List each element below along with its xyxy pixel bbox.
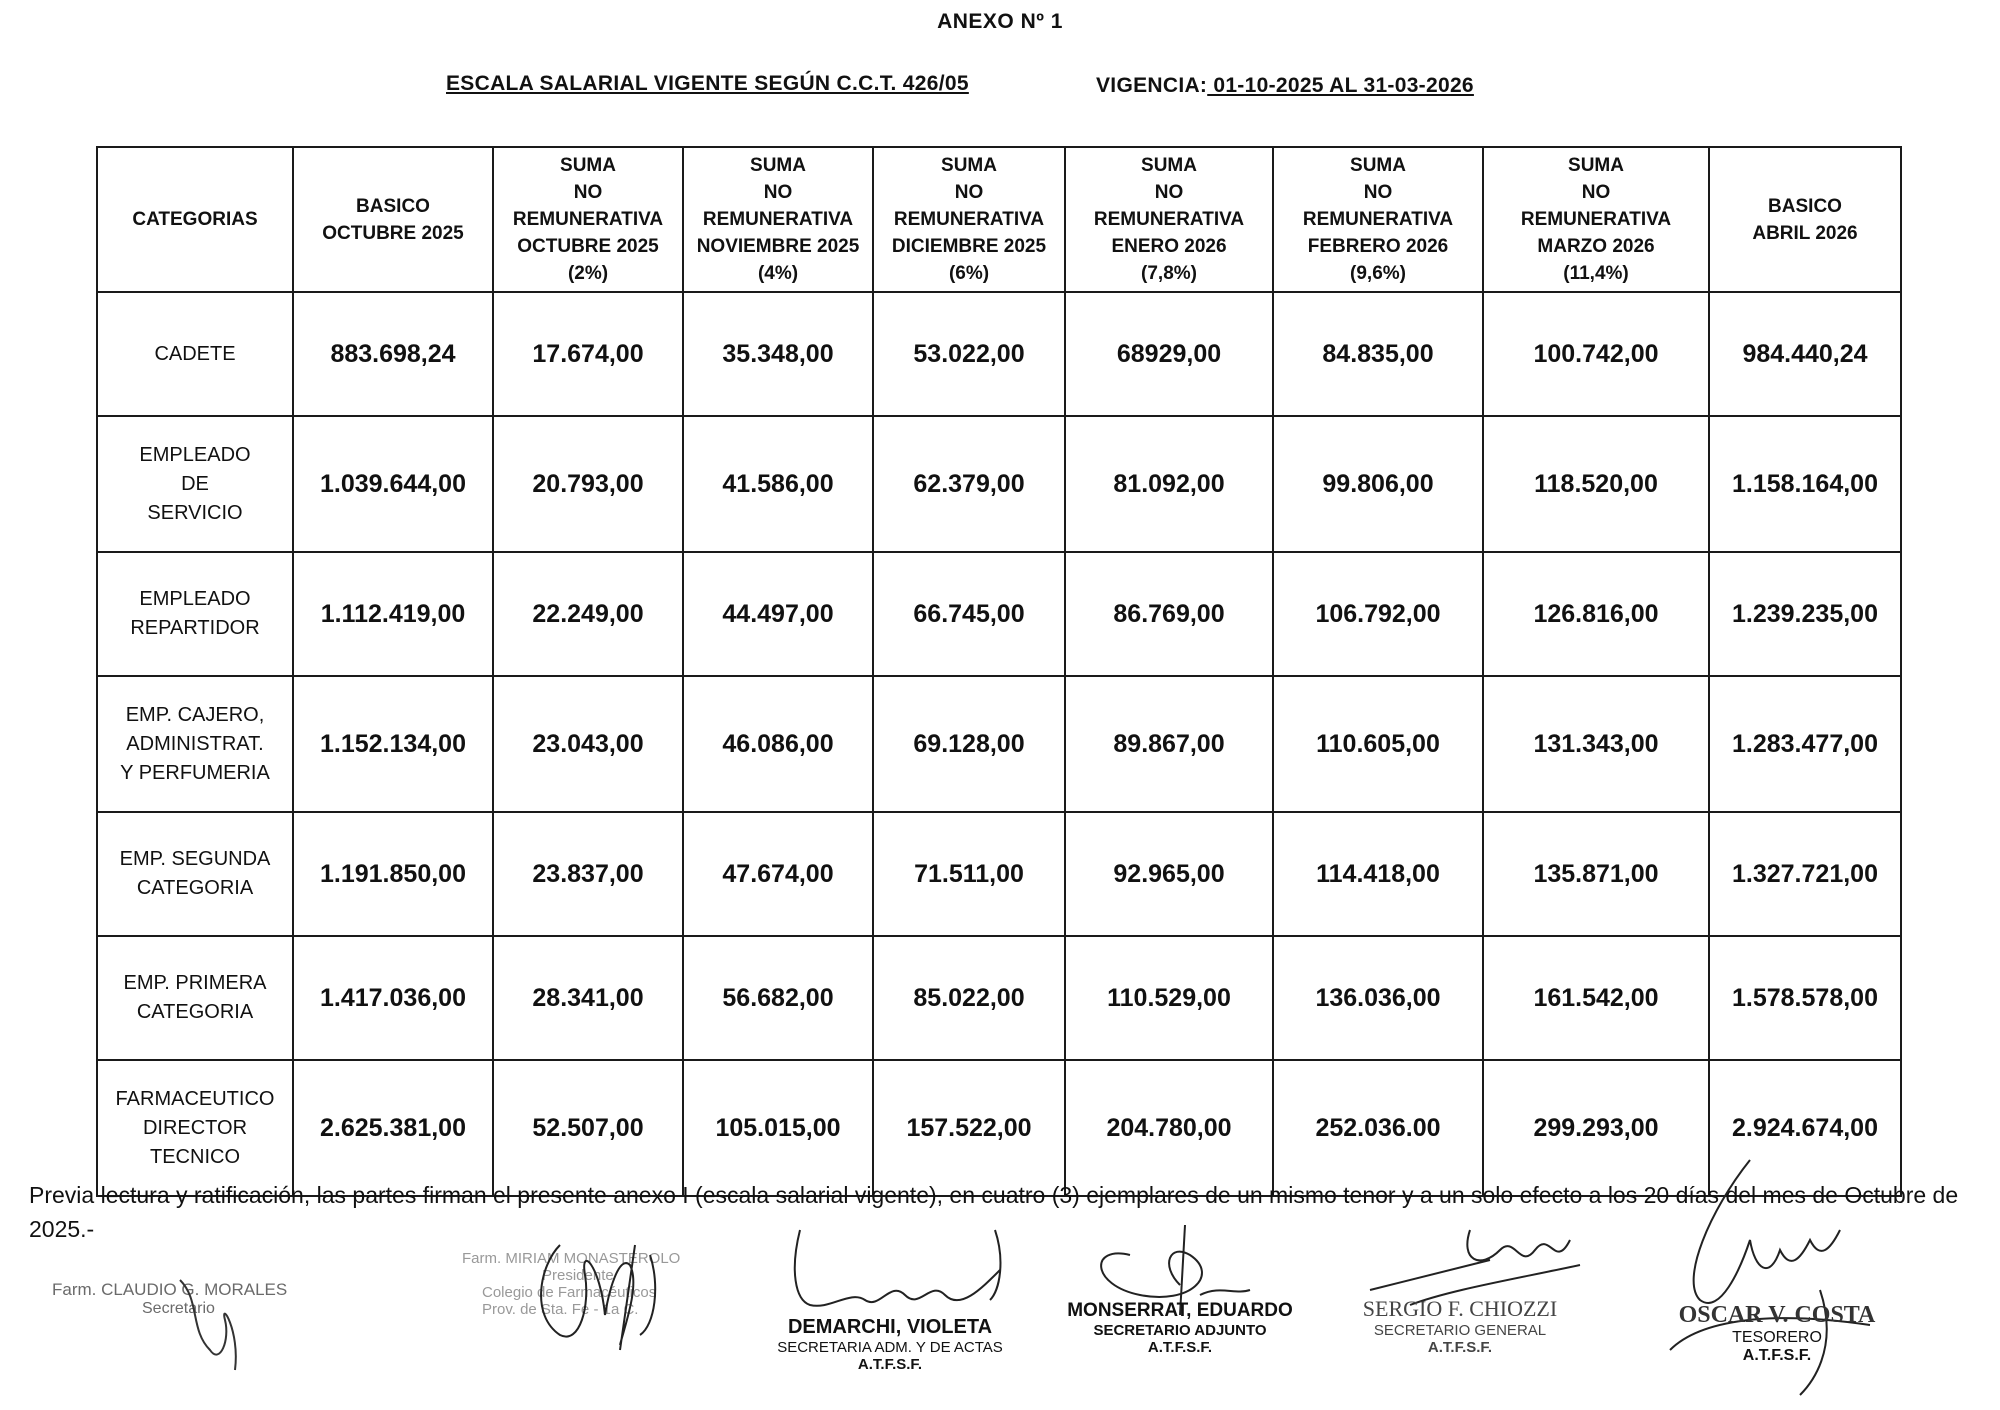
column-header — [683, 147, 873, 292]
category-cell — [97, 416, 293, 552]
column-header — [97, 147, 293, 292]
amount-cell: 131.343,00 — [1483, 676, 1709, 812]
category-cell — [97, 676, 293, 812]
table-row — [97, 1060, 1901, 1196]
category-cell — [97, 292, 293, 416]
validity-dates: 01-10-2025 AL 31-03-2026 — [1207, 74, 1474, 97]
column-header-line: SUMA — [1141, 155, 1197, 176]
category-cell — [97, 936, 293, 1060]
amount-cell: 86.769,00 — [1065, 552, 1273, 676]
amount-cell: 1.327.721,00 — [1709, 812, 1901, 936]
amount-cell: 2.625.381,00 — [293, 1060, 493, 1196]
amount-cell: 1.283.477,00 — [1709, 676, 1901, 812]
amount-cell: 28.341,00 — [493, 936, 683, 1060]
signer-role: SECRETARIO GENERAL — [1373, 1322, 1547, 1339]
signer-name: MONSERRAT, EDUARDO — [1067, 1300, 1293, 1321]
signer-name: Farm. MIRIAM MONASTEROLO — [462, 1250, 681, 1267]
amount-cell: 53.022,00 — [873, 292, 1065, 416]
signature-scrawl-morales — [170, 1270, 250, 1380]
amount-cell: 299.293,00 — [1483, 1060, 1709, 1196]
signer-role: SECRETARIO ADJUNTO — [1093, 1322, 1267, 1339]
column-header-line: (4%) — [757, 263, 799, 284]
amount-cell: 1.417.036,00 — [293, 936, 493, 1060]
amount-cell: 126.816,00 — [1483, 552, 1709, 676]
amount-cell: 883.698,24 — [293, 292, 493, 416]
amount-cell: 44.497,00 — [683, 552, 873, 676]
amount-cell: 84.835,00 — [1273, 292, 1483, 416]
column-header-line: REMUNERATIVA — [1093, 209, 1245, 230]
amount-cell: 23.837,00 — [493, 812, 683, 936]
amount-cell: 1.039.644,00 — [293, 416, 493, 552]
amount-cell: 252.036.00 — [1273, 1060, 1483, 1196]
category-line: EMPLEADO — [139, 588, 251, 610]
amount-cell: 92.965,00 — [1065, 812, 1273, 936]
amount-cell: 984.440,24 — [1709, 292, 1901, 416]
amount-cell: 157.522,00 — [873, 1060, 1065, 1196]
column-header-line: SUMA — [560, 155, 616, 176]
category-line: EMP. PRIMERA — [123, 972, 267, 994]
signature-scrawl-monasterolo — [520, 1225, 670, 1355]
category-line: ADMINISTRAT. — [126, 732, 264, 755]
amount-cell: 22.249,00 — [493, 552, 683, 676]
signature-monserrat — [1060, 1300, 1300, 1356]
table-row — [97, 552, 1901, 676]
amount-cell: 136.036,00 — [1273, 936, 1483, 1060]
amount-cell: 41.586,00 — [683, 416, 873, 552]
signer-name: DEMARCHI, VIOLETA — [787, 1316, 993, 1338]
column-header-line: ENERO 2026 — [1111, 236, 1227, 257]
amount-cell: 46.086,00 — [683, 676, 873, 812]
signer-org: A.T.F.S.F. — [857, 1356, 923, 1373]
amount-cell: 1.158.164,00 — [1709, 416, 1901, 552]
column-header-line: SUMA — [1568, 155, 1624, 176]
amount-cell: 1.191.850,00 — [293, 812, 493, 936]
amount-cell: 47.674,00 — [683, 812, 873, 936]
column-header-line: CATEGORIAS — [132, 209, 258, 230]
column-header-line: OCTUBRE 2025 — [322, 222, 464, 244]
amount-cell: 52.507,00 — [493, 1060, 683, 1196]
signer-org: A.T.F.S.F. — [1742, 1347, 1812, 1364]
category-cell — [97, 1060, 293, 1196]
signer-name: OSCAR V. COSTA — [1678, 1302, 1876, 1328]
category-line: CATEGORIA — [136, 1001, 254, 1023]
column-header-line: NO — [1363, 182, 1393, 203]
amount-cell: 1.152.134,00 — [293, 676, 493, 812]
amount-cell: 99.806,00 — [1273, 416, 1483, 552]
column-header-line: (2%) — [567, 263, 609, 284]
salary-scale-title: ESCALA SALARIAL VIGENTE SEGÚN C.C.T. 426/05 — [446, 72, 969, 95]
amount-cell: 106.792,00 — [1273, 552, 1483, 676]
column-header — [1709, 147, 1901, 292]
signature-scrawl-demarchi — [770, 1210, 1020, 1320]
category-cell — [97, 552, 293, 676]
amount-cell: 135.871,00 — [1483, 812, 1709, 936]
column-header — [293, 147, 493, 292]
column-header — [1483, 147, 1709, 292]
column-header-line: (7,8%) — [1141, 263, 1197, 284]
category-line: EMP. CAJERO, — [125, 703, 265, 726]
column-header-line: OCTUBRE 2025 — [517, 236, 659, 257]
amount-cell: 100.742,00 — [1483, 292, 1709, 416]
table-row — [97, 936, 1901, 1060]
amount-cell: 2.924.674,00 — [1709, 1060, 1901, 1196]
header-row — [97, 147, 1901, 292]
amount-cell: 110.529,00 — [1065, 936, 1273, 1060]
column-header-line: BASICO — [356, 195, 430, 217]
column-header-line: NO — [1581, 182, 1611, 203]
amount-cell: 17.674,00 — [493, 292, 683, 416]
column-header-line: REMUNERATIVA — [893, 209, 1045, 230]
column-header-line: NOVIEMBRE 2025 — [696, 236, 860, 257]
amount-cell: 20.793,00 — [493, 416, 683, 552]
column-header-line: (11,4%) — [1563, 263, 1629, 284]
amount-cell: 56.682,00 — [683, 936, 873, 1060]
amount-cell: 204.780,00 — [1065, 1060, 1273, 1196]
amount-cell: 1.578.578,00 — [1709, 936, 1901, 1060]
anexo-title: ANEXO Nº 1 — [937, 10, 1063, 33]
signer-org-line2: Prov. de Sta. Fe - 1a C. — [482, 1301, 639, 1318]
column-header — [1273, 147, 1483, 292]
closing-statement: Previa lectura y ratificación, las partes firman el presente anexo I (escala salarial vigente), en cuatro (3) ejemplares de un mismo tenor y a un solo efecto a los 20 días del mes de Octubre de 2025.- — [29, 1182, 1959, 1242]
column-header-line: REMUNERATIVA — [1520, 209, 1672, 230]
category-line: EMP. SEGUNDA — [119, 848, 271, 870]
column-header — [873, 147, 1065, 292]
amount-cell: 68929,00 — [1065, 292, 1273, 416]
signature-demarchi — [755, 1316, 1025, 1373]
signer-role: TESORERO — [1732, 1329, 1822, 1346]
signer-org: A.T.F.S.F. — [1147, 1339, 1213, 1356]
signature-costa — [1652, 1302, 1902, 1365]
column-header-line: BASICO — [1768, 195, 1842, 217]
category-line: Y PERFUMERIA — [120, 761, 270, 784]
column-header-line: (6%) — [948, 263, 990, 284]
signer-org: A.T.F.S.F. — [1427, 1339, 1493, 1356]
column-header-line: REMUNERATIVA — [1302, 209, 1454, 230]
amount-cell: 114.418,00 — [1273, 812, 1483, 936]
category-line: TECNICO — [150, 1145, 240, 1168]
column-header-line: REMUNERATIVA — [702, 209, 854, 230]
signer-org: Colegio de Farmacéuticos — [482, 1284, 657, 1301]
table-row — [97, 292, 1901, 416]
column-header-line: SUMA — [750, 155, 806, 176]
category-line: DIRECTOR — [142, 1116, 248, 1139]
column-header-line: NO — [954, 182, 984, 203]
table-body — [97, 292, 1901, 1196]
column-header-line: FEBRERO 2026 — [1307, 236, 1449, 257]
signature-chiozzi — [1330, 1296, 1590, 1356]
amount-cell: 89.867,00 — [1065, 676, 1273, 812]
amount-cell: 1.239.235,00 — [1709, 552, 1901, 676]
column-header — [1065, 147, 1273, 292]
category-line: FARMACEUTICO — [115, 1087, 275, 1110]
signer-role: Presidente — [542, 1267, 614, 1284]
column-header-line: REMUNERATIVA — [512, 209, 664, 230]
amount-cell: 81.092,00 — [1065, 416, 1273, 552]
amount-cell: 110.605,00 — [1273, 676, 1483, 812]
column-header-line: SUMA — [941, 155, 997, 176]
amount-cell: 85.022,00 — [873, 936, 1065, 1060]
amount-cell: 62.379,00 — [873, 416, 1065, 552]
validity-label: VIGENCIA: — [1096, 74, 1208, 97]
category-line: EMPLEADO — [139, 443, 251, 466]
amount-cell: 69.128,00 — [873, 676, 1065, 812]
column-header-line: DICIEMBRE 2025 — [891, 236, 1047, 257]
amount-cell: 35.348,00 — [683, 292, 873, 416]
signer-name: SERGIO F. CHIOZZI — [1362, 1296, 1558, 1321]
category-line: SERVICIO — [147, 501, 243, 524]
amount-cell: 118.520,00 — [1483, 416, 1709, 552]
amount-cell: 23.043,00 — [493, 676, 683, 812]
column-header-line: NO — [1154, 182, 1184, 203]
table-row — [97, 416, 1901, 552]
signer-name: Farm. CLAUDIO G. MORALES — [52, 1280, 288, 1299]
salary-table — [96, 146, 1902, 1197]
category-cell — [97, 812, 293, 936]
table-row — [97, 676, 1901, 812]
category-line: REPARTIDOR — [130, 617, 260, 639]
column-header-line: SUMA — [1350, 155, 1406, 176]
category-line: DE — [181, 472, 209, 495]
category-line: CADETE — [154, 342, 236, 365]
column-header-line: NO — [573, 182, 603, 203]
amount-cell: 71.511,00 — [873, 812, 1065, 936]
table-row — [97, 812, 1901, 936]
column-header-line: NO — [763, 182, 793, 203]
column-header-line: MARZO 2026 — [1537, 236, 1655, 257]
column-header-line: (9,6%) — [1350, 263, 1406, 284]
column-header — [493, 147, 683, 292]
amount-cell: 66.745,00 — [873, 552, 1065, 676]
signer-role: Secretario — [142, 1300, 215, 1317]
category-line: CATEGORIA — [136, 877, 254, 899]
amount-cell: 1.112.419,00 — [293, 552, 493, 676]
amount-cell: 105.015,00 — [683, 1060, 873, 1196]
amount-cell: 161.542,00 — [1483, 936, 1709, 1060]
table-header — [97, 147, 1901, 292]
column-header-line: ABRIL 2026 — [1752, 222, 1858, 244]
signer-role: SECRETARIA ADM. Y DE ACTAS — [777, 1339, 1003, 1356]
validity-period — [1096, 74, 1474, 98]
